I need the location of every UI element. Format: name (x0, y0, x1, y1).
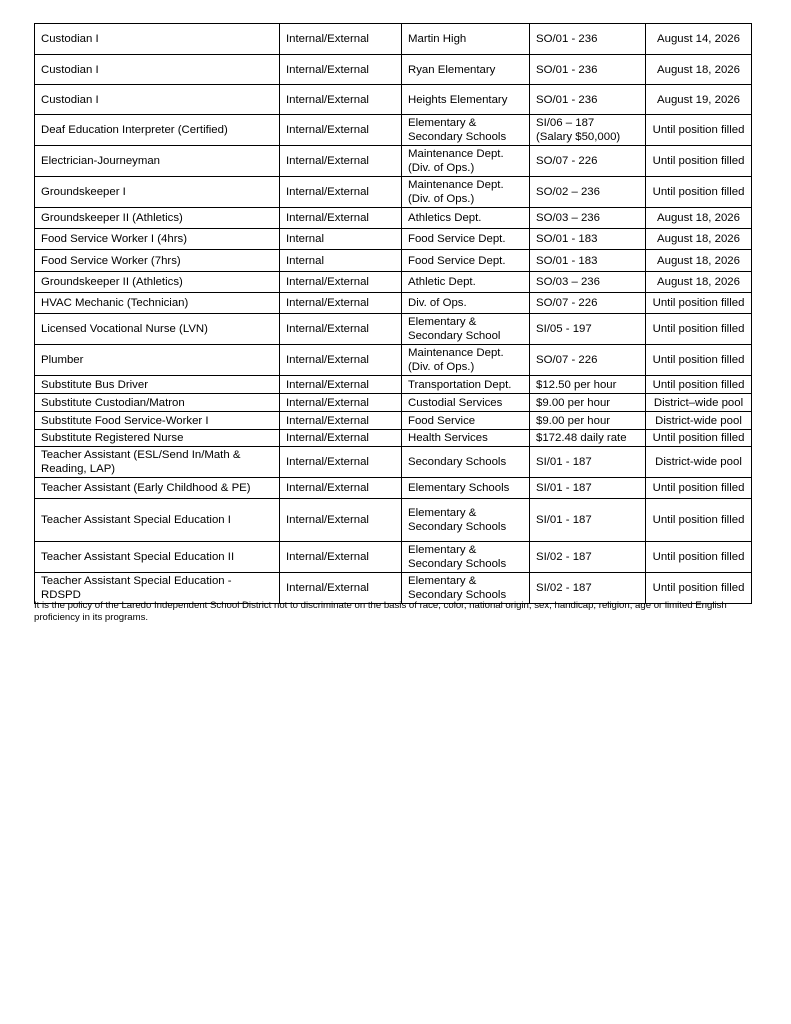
posting-type-cell: Internal/External (280, 55, 402, 85)
position-cell: Plumber (35, 345, 280, 376)
posting-type-cell: Internal (280, 250, 402, 272)
salary-cell: $9.00 per hour (530, 412, 646, 430)
table-row (35, 447, 752, 478)
deadline-cell: Until position filled (646, 478, 752, 499)
job-vacancies-body (35, 24, 752, 604)
location-cell: Ryan Elementary (402, 55, 530, 85)
table-row (35, 376, 752, 394)
position-cell: Custodian I (35, 55, 280, 85)
position-cell: HVAC Mechanic (Technician) (35, 293, 280, 314)
position-cell: Food Service Worker I (4hrs) (35, 229, 280, 250)
deadline-cell: August 18, 2026 (646, 272, 752, 293)
posting-type-cell: Internal/External (280, 272, 402, 293)
position-cell: Substitute Food Service-Worker I (35, 412, 280, 430)
posting-type-cell: Internal/External (280, 85, 402, 115)
salary-cell: SO/01 - 183 (530, 250, 646, 272)
salary-cell: SI/06 – 187 (Salary $50,000) (530, 115, 646, 146)
table-row (35, 573, 752, 604)
deadline-cell: August 18, 2026 (646, 250, 752, 272)
position-cell: Groundskeeper II (Athletics) (35, 208, 280, 229)
salary-cell: SI/02 - 187 (530, 542, 646, 573)
salary-cell: $172.48 daily rate (530, 430, 646, 447)
deadline-cell: Until position filled (646, 499, 752, 542)
posting-type-cell: Internal/External (280, 447, 402, 478)
table-row (35, 229, 752, 250)
location-cell: Div. of Ops. (402, 293, 530, 314)
deadline-cell: Until position filled (646, 345, 752, 376)
location-cell: Food Service (402, 412, 530, 430)
deadline-cell: Until position filled (646, 314, 752, 345)
posting-type-cell: Internal/External (280, 24, 402, 55)
posting-type-cell: Internal/External (280, 208, 402, 229)
posting-type-cell: Internal (280, 229, 402, 250)
non-discrimination-policy: It is the policy of the Laredo Independent School District not to discriminate on the basis of race, color, national origin, sex, handicap, religion, age or limited English proficiency in its programs. (34, 600, 727, 623)
table-row (35, 394, 752, 412)
deadline-cell: Until position filled (646, 542, 752, 573)
table-row (35, 250, 752, 272)
salary-cell: SI/02 - 187 (530, 573, 646, 604)
job-vacancies-table (34, 23, 752, 604)
location-cell: Secondary Schools (402, 447, 530, 478)
table-row (35, 146, 752, 177)
salary-cell: SO/01 - 236 (530, 24, 646, 55)
salary-cell: SO/01 - 236 (530, 55, 646, 85)
posting-type-cell: Internal/External (280, 430, 402, 447)
position-cell: Teacher Assistant Special Education II (35, 542, 280, 573)
deadline-cell: August 19, 2026 (646, 85, 752, 115)
salary-cell: SO/03 – 236 (530, 208, 646, 229)
salary-cell: SO/07 - 226 (530, 345, 646, 376)
salary-cell: SO/01 - 183 (530, 229, 646, 250)
salary-cell: SO/03 – 236 (530, 272, 646, 293)
deadline-cell: District-wide pool (646, 412, 752, 430)
table-row (35, 314, 752, 345)
table-row (35, 177, 752, 208)
salary-cell: SO/02 – 236 (530, 177, 646, 208)
position-cell: Groundskeeper I (35, 177, 280, 208)
posting-type-cell: Internal/External (280, 542, 402, 573)
location-cell: Food Service Dept. (402, 250, 530, 272)
location-cell: Custodial Services (402, 394, 530, 412)
position-cell: Substitute Registered Nurse (35, 430, 280, 447)
location-cell: Athletic Dept. (402, 272, 530, 293)
table-row (35, 345, 752, 376)
location-cell: Elementary & Secondary Schools (402, 573, 530, 604)
salary-cell: $9.00 per hour (530, 394, 646, 412)
location-cell: Health Services (402, 430, 530, 447)
posting-type-cell: Internal/External (280, 394, 402, 412)
deadline-cell: District–wide pool (646, 394, 752, 412)
deadline-cell: August 14, 2026 (646, 24, 752, 55)
salary-cell: $12.50 per hour (530, 376, 646, 394)
deadline-cell: August 18, 2026 (646, 208, 752, 229)
location-cell: Transportation Dept. (402, 376, 530, 394)
location-cell: Maintenance Dept. (Div. of Ops.) (402, 345, 530, 376)
deadline-cell: Until position filled (646, 177, 752, 208)
posting-type-cell: Internal/External (280, 499, 402, 542)
table-row (35, 499, 752, 542)
position-cell: Licensed Vocational Nurse (LVN) (35, 314, 280, 345)
position-cell: Teacher Assistant (ESL/Send In/Math & Reading, LAP) (35, 447, 280, 478)
table-row (35, 24, 752, 55)
deadline-cell: Until position filled (646, 573, 752, 604)
salary-cell: SO/01 - 236 (530, 85, 646, 115)
table-row (35, 85, 752, 115)
location-cell: Food Service Dept. (402, 229, 530, 250)
table-row (35, 293, 752, 314)
posting-type-cell: Internal/External (280, 478, 402, 499)
table-row (35, 412, 752, 430)
position-cell: Substitute Bus Driver (35, 376, 280, 394)
table-row (35, 208, 752, 229)
deadline-cell: August 18, 2026 (646, 229, 752, 250)
posting-type-cell: Internal/External (280, 345, 402, 376)
location-cell: Athletics Dept. (402, 208, 530, 229)
position-cell: Groundskeeper II (Athletics) (35, 272, 280, 293)
location-cell: Martin High (402, 24, 530, 55)
deadline-cell: Until position filled (646, 115, 752, 146)
table-row (35, 430, 752, 447)
location-cell: Elementary Schools (402, 478, 530, 499)
salary-cell: SI/01 - 187 (530, 447, 646, 478)
location-cell: Elementary & Secondary Schools (402, 542, 530, 573)
deadline-cell: Until position filled (646, 430, 752, 447)
position-cell: Custodian I (35, 85, 280, 115)
salary-cell: SI/01 - 187 (530, 499, 646, 542)
position-cell: Deaf Education Interpreter (Certified) (35, 115, 280, 146)
position-cell: Custodian I (35, 24, 280, 55)
salary-cell: SO/07 - 226 (530, 293, 646, 314)
posting-type-cell: Internal/External (280, 115, 402, 146)
table-row (35, 542, 752, 573)
position-cell: Electrician-Journeyman (35, 146, 280, 177)
posting-type-cell: Internal/External (280, 293, 402, 314)
posting-type-cell: Internal/External (280, 146, 402, 177)
table-row (35, 55, 752, 85)
salary-cell: SO/07 - 226 (530, 146, 646, 177)
location-cell: Elementary & Secondary Schools (402, 115, 530, 146)
deadline-cell: District-wide pool (646, 447, 752, 478)
position-cell: Teacher Assistant Special Education - RDSPD (35, 573, 280, 604)
location-cell: Maintenance Dept. (Div. of Ops.) (402, 146, 530, 177)
salary-cell: SI/05 - 197 (530, 314, 646, 345)
position-cell: Teacher Assistant Special Education I (35, 499, 280, 542)
location-cell: Maintenance Dept. (Div. of Ops.) (402, 177, 530, 208)
posting-type-cell: Internal/External (280, 314, 402, 345)
table-row (35, 272, 752, 293)
deadline-cell: Until position filled (646, 376, 752, 394)
deadline-cell: August 18, 2026 (646, 55, 752, 85)
deadline-cell: Until position filled (646, 293, 752, 314)
position-cell: Food Service Worker (7hrs) (35, 250, 280, 272)
table-row (35, 115, 752, 146)
table-row (35, 478, 752, 499)
posting-type-cell: Internal/External (280, 177, 402, 208)
posting-type-cell: Internal/External (280, 376, 402, 394)
location-cell: Elementary & Secondary Schools (402, 499, 530, 542)
posting-type-cell: Internal/External (280, 412, 402, 430)
location-cell: Heights Elementary (402, 85, 530, 115)
salary-cell: SI/01 - 187 (530, 478, 646, 499)
deadline-cell: Until position filled (646, 146, 752, 177)
posting-type-cell: Internal/External (280, 573, 402, 604)
location-cell: Elementary & Secondary School (402, 314, 530, 345)
position-cell: Substitute Custodian/Matron (35, 394, 280, 412)
position-cell: Teacher Assistant (Early Childhood & PE) (35, 478, 280, 499)
